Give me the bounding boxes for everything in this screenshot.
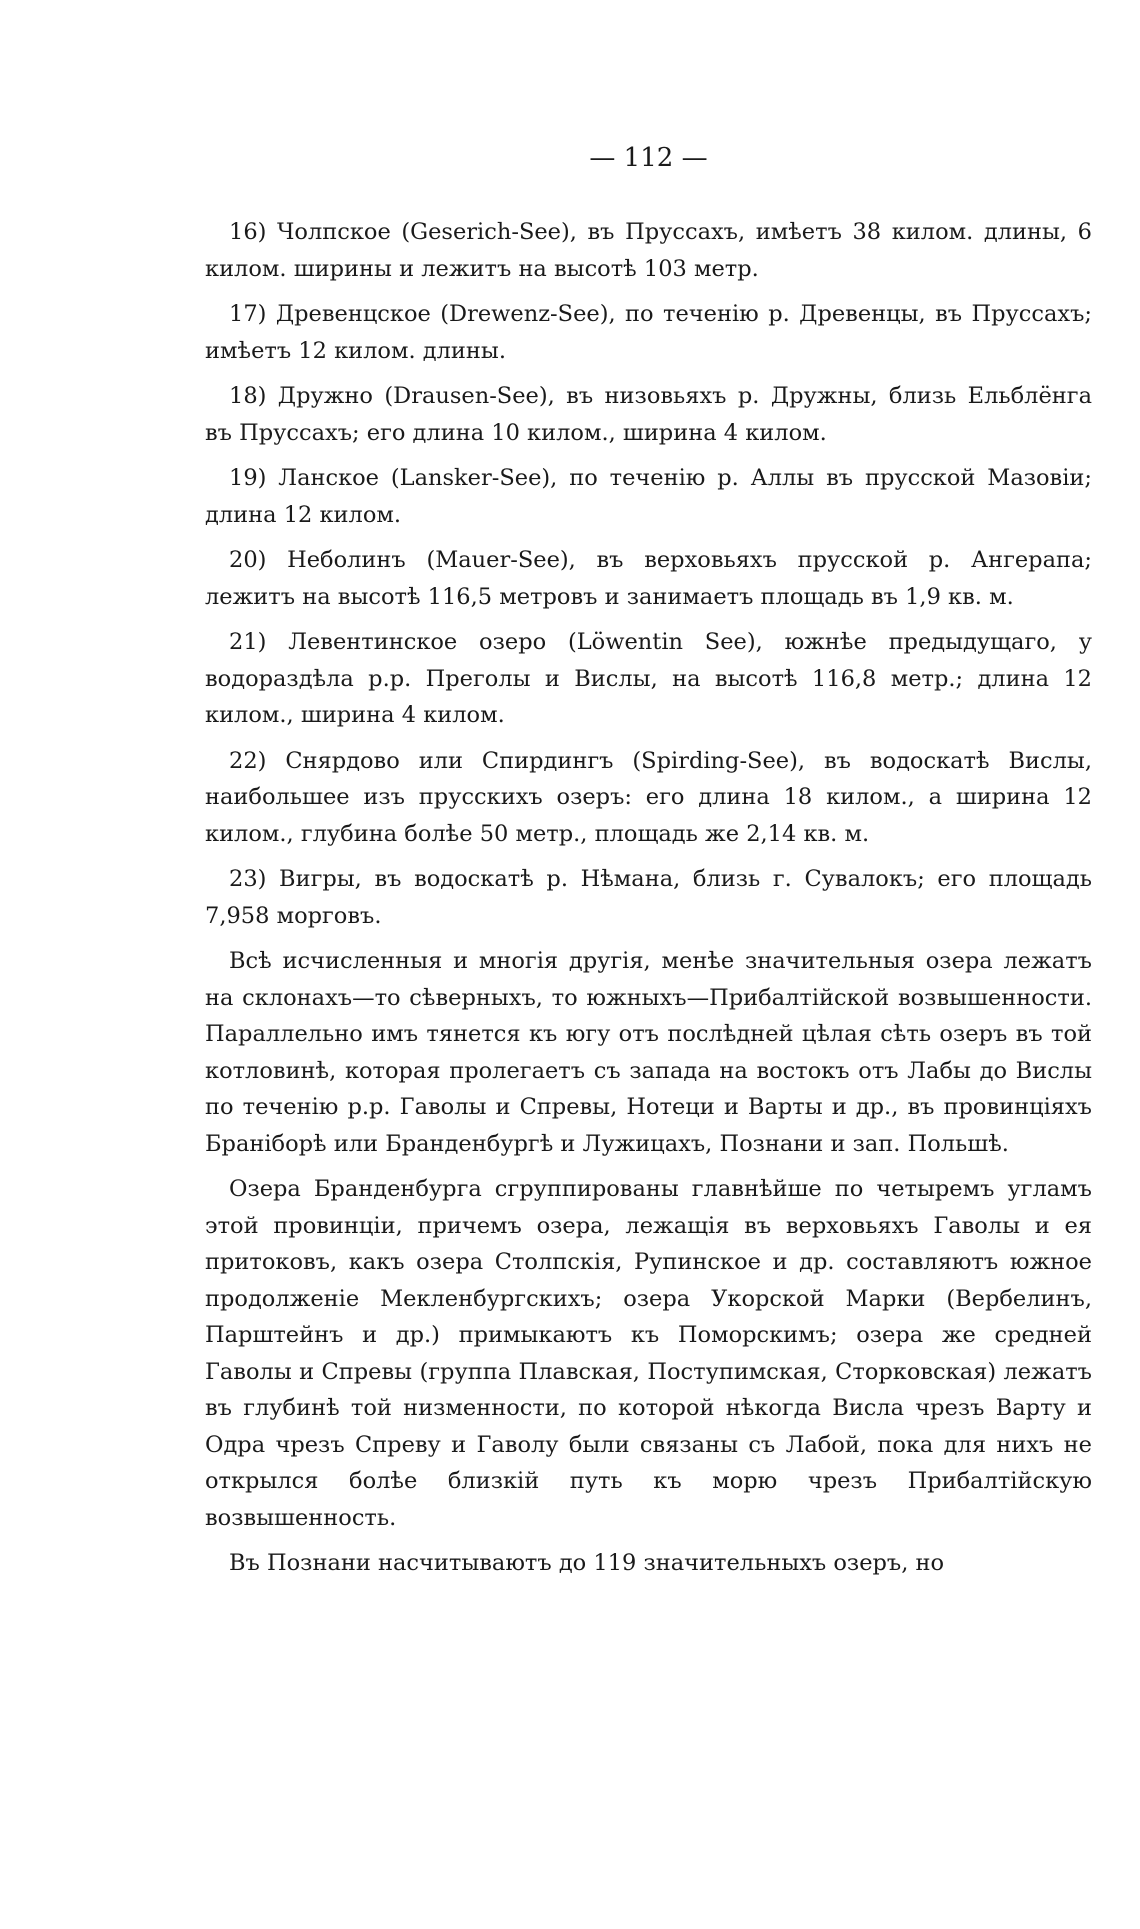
paragraph-lake-20: 20) Неболинъ (Mauer-See), въ верховьяхъ прусской р. Ангерапа; лежитъ на высотѣ 116,5 метровъ и занимаетъ площадь въ 1,9 кв. м. [205,547,1092,610]
paragraph-overview: Всѣ исчисленныя и многія другія, менѣе значительныя озера лежатъ на склонахъ—то сѣверныхъ, то южныхъ—Прибалтійской возвышенности. Параллельно имъ тянется къ югу отъ послѣдней цѣлая сѣть озеръ въ той котловинѣ, которая пролегаетъ съ запада на востокъ отъ Лабы до Вислы по теченію р.р. Гаволы и Спревы, Нотеци и Варты и др., въ провинціяхъ Бранiборѣ или Бранденбургѣ и Лужицахъ, Познани и зап. Польшѣ. [205,948,1092,1157]
paragraph-lake-17: 17) Древенцское (Drewenz-See), по теченію р. Древенцы, въ Пруссахъ; имѣетъ 12 килом. длины. [205,301,1092,364]
paragraph-lake-22: 22) Снярдово или Спирдингъ (Spirding-See), въ водоскатѣ Вислы, наибольшее изъ прусскихъ озеръ: его длина 18 килом., а ширина 12 килом., глубина болѣе 50 метр., площадь же 2,14 кв. м. [205,747,1092,847]
paragraph-poznan: Въ Познани насчитываютъ до 119 значительныхъ озеръ, но [229,1550,945,1576]
paragraph-lake-21: 21) Левентинское озеро (Löwentin See), южнѣе предыдущаго, у водораздѣла р.р. Преголы и Вислы, на высотѣ 116,8 метр.; длина 12 килом., ширина 4 килом. [205,629,1092,728]
paragraph-lake-19: 19) Ланское (Lansker-See), по теченію р. Аллы въ прусской Мазовіи; длина 12 килом. [205,465,1092,528]
paragraph-lake-18: 18) Дружно (Drausen-See), въ низовьяхъ р. Дружны, близь Ельблёнга въ Пруссахъ; его длина 10 килом., ширина 4 килом. [205,383,1092,446]
paragraph-brandenburg: Озера Бранденбурга сгруппированы главнѣйше по четыремъ угламъ этой провинціи, причемъ озера, лежащія въ верховьяхъ Гаволы и ея притоковъ, какъ озера Столпскія, Рупинское и др. составляютъ южное продолженіе Мекленбургскихъ; озера Укорской Марки (Вербелинъ, Парштейнъ и др.) примыкаютъ къ Поморскимъ; озера же средней Гаволы и Спревы (группа Плавская, Поступимская, Сторковская) лежатъ въ глубинѣ той низменности, по которой нѣкогда Висла чрезъ Варту и Одра чрезъ Спреву и Гаволу были связаны съ Лабой, пока для нихъ не открылся болѣе близкій путь къ морю чрезъ Прибалтійскую возвышенность. [205,1176,1092,1531]
paragraph-lake-16: 16) Чолпское (Geserich-See), въ Пруссахъ, имѣетъ 38 килом. длины, 6 килом. ширины и лежитъ на высотѣ 103 метр. [205,219,1092,282]
page-number: — 112 — [589,143,708,173]
paragraph-lake-23: 23) Вигры, въ водоскатѣ р. Нѣмана, близь г. Сувалокъ; его площадь 7,958 морговъ. [205,866,1092,929]
